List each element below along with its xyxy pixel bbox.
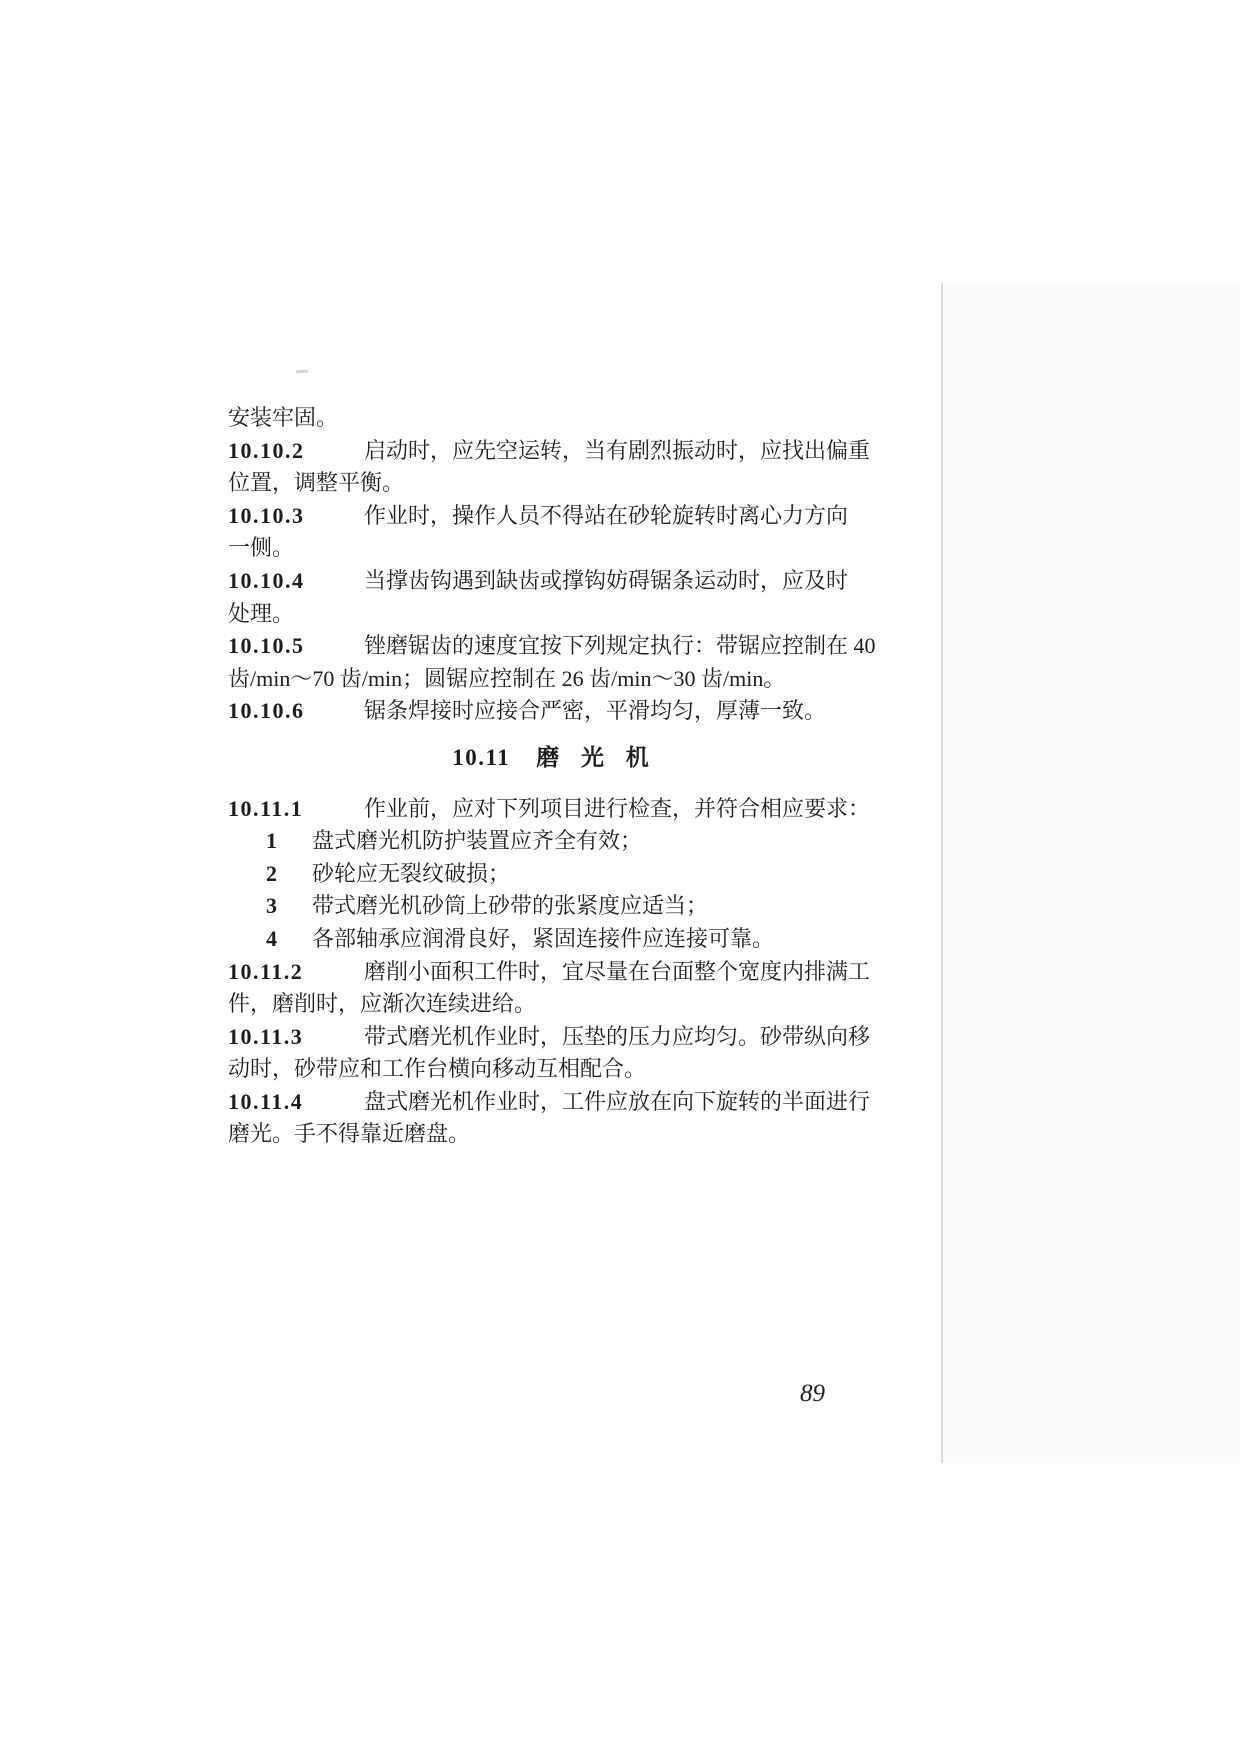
clause-10-11-2-line-2: 件，磨削时，应渐次连续进给。 [228,991,537,1017]
scan-edge-line [941,283,1240,1463]
list-item-text: 盘式磨光机防护装置应齐全有效； [312,828,643,854]
clause-10-10-3-line-2: 一侧。 [228,535,295,561]
clause-number: 10.11.2 [228,958,304,984]
clause-10-10-2-line-1 [228,435,873,468]
clause-number: 10.10.2 [228,437,305,463]
list-item-text: 砂轮应无裂纹破损； [312,860,511,886]
clause-number: 10.11.3 [228,1023,304,1049]
list-item-number: 3 [266,893,277,919]
scan-speck [296,370,308,374]
clause-number: 10.11.4 [228,1088,304,1114]
clause-number: 10.11.1 [228,795,304,821]
clause-10-10-4-line-1 [228,565,873,598]
clause-text: 当撑齿钩遇到缺齿或撑钩妨碍锯条运动时，应及时 [364,567,849,593]
clause-text: 作业时，操作人员不得站在砂轮旋转时离心力方向 [364,502,849,528]
clause-number: 10.10.6 [228,698,305,724]
clause-10-10-4-line-2: 处理。 [228,600,295,626]
list-item-number: 2 [266,860,277,886]
section-heading-title: 磨 光 机 [536,744,649,770]
clause-text: 启动时，应先空运转，当有剧烈振动时，应找出偏重 [364,437,871,463]
clause-text: 带式磨光机作业时，压垫的压力应均匀。砂带纵向移 [364,1023,871,1049]
clause-10-10-5-line-2: 齿/min～70 齿/min；圆锯应控制在 26 齿/min～30 齿/min。 [228,665,786,691]
clause-number: 10.10.5 [228,633,305,659]
clause-10-11-4-line-1 [228,1086,873,1119]
list-item-3 [228,890,873,923]
clause-text: 盘式磨光机作业时，工件应放在向下旋转的半面进行 [364,1088,871,1114]
page-number: 89 [800,1380,825,1407]
list-item-text: 带式磨光机砂筒上砂带的张紧度应适当； [312,893,709,919]
clause-10-11-1-line-1 [228,793,873,826]
clause-text: 锯条焊接时应接合严密，平滑均匀，厚薄一致。 [364,698,827,724]
clause-10-11-3-line-1 [228,1021,873,1054]
list-item-number: 4 [266,925,277,951]
clause-10-10-3-line-1 [228,500,873,533]
clause-10-11-2-line-1 [228,956,873,989]
clause-10-10-5-line-1 [228,630,876,663]
clause-10-11-4-line-2: 磨光。手不得靠近磨盘。 [228,1121,471,1147]
section-heading [228,742,873,775]
list-item-text: 各部轴承应润滑良好，紧固连接件应连接可靠。 [312,925,775,951]
clause-text: 作业前，应对下列项目进行检查，并符合相应要求： [364,795,871,821]
clause-text: 锉磨锯齿的速度宜按下列规定执行：带锯应控制在 40 [364,633,876,659]
list-item-number: 1 [266,828,277,854]
list-item-1 [228,825,873,858]
paragraph-continuation: 安装牢固。 [228,405,339,430]
list-item-2 [228,858,873,891]
clause-number: 10.10.4 [228,567,305,593]
section-heading-number: 10.11 [452,744,511,770]
clause-10-10-6-line-1 [228,695,873,728]
list-item-4 [228,923,873,956]
text-column [228,402,876,1151]
clause-10-11-3-line-2: 动时，砂带应和工作台横向移动互相配合。 [228,1056,647,1082]
clause-10-10-2-line-2: 位置，调整平衡。 [228,470,405,496]
clause-number: 10.10.3 [228,502,305,528]
clause-text: 磨削小面积工件时，宜尽量在台面整个宽度内排满工 [364,958,871,984]
